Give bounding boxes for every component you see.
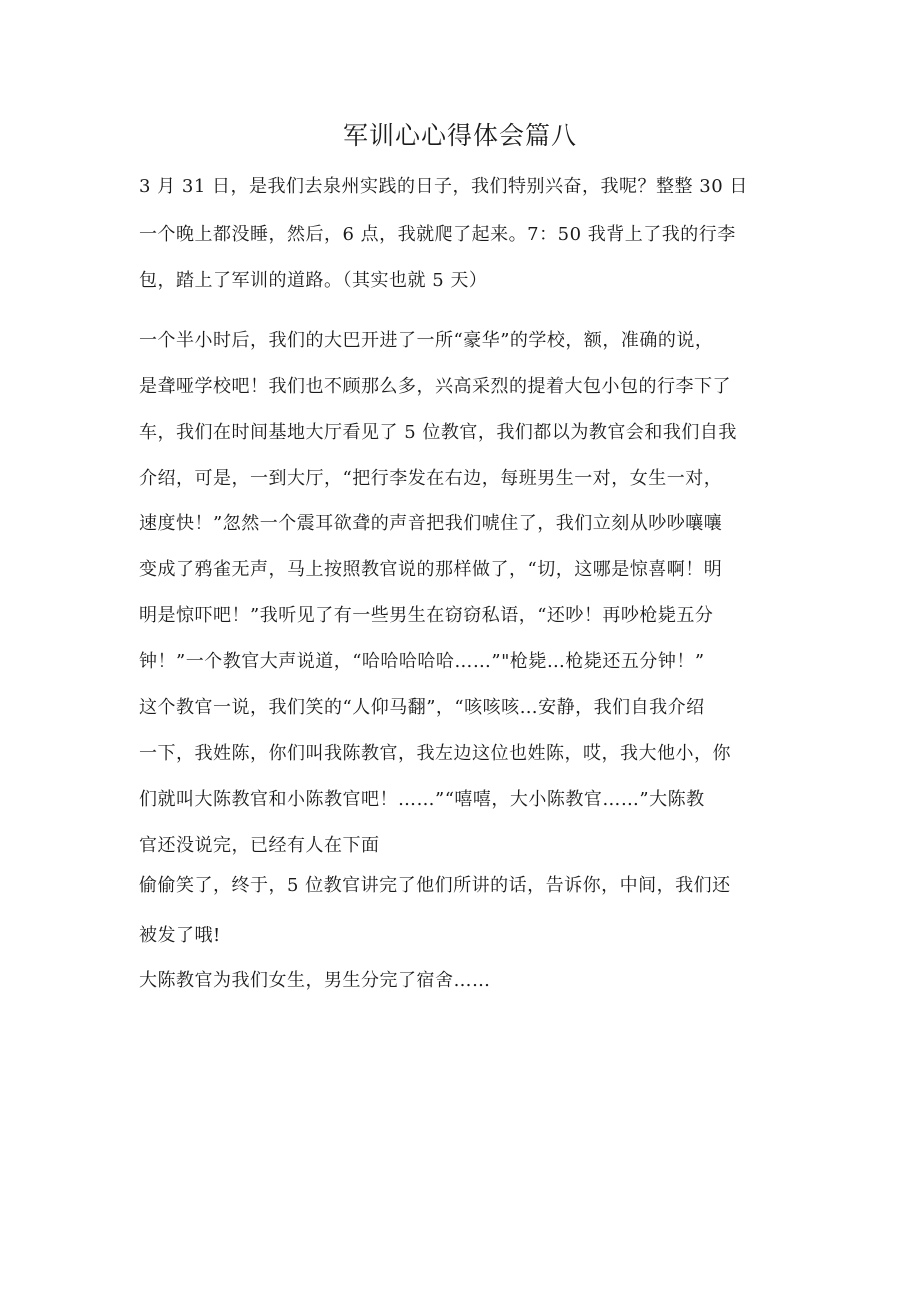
- paragraph-2-line-5: 速度快！”忽然一个震耳欲聋的声音把我们唬住了，我们立刻从吵吵嚷嚷: [139, 513, 723, 534]
- paragraph-2-line-11: 们就叫大陈教官和小陈教官吧！……”“嘻嘻，大小陈教官……”大陈教: [139, 789, 705, 810]
- paragraph-2-line-10: 一下，我姓陈，你们叫我陈教官，我左边这位也姓陈，哎，我大他小，你: [139, 743, 731, 764]
- paragraph-2-line-9: 这个教官一说，我们笑的“人仰马翻”，“咳咳咳…安静，我们自我介绍: [139, 697, 705, 718]
- paragraph-3-line-1: 偷偷笑了，终于，5 位教官讲完了他们所讲的话，告诉你，中间，我们还: [139, 875, 731, 896]
- paragraph-2-line-1: 一个半小时后，我们的大巴开进了一所“豪华”的学校，额，准确的说，: [139, 330, 714, 351]
- paragraph-2-line-7: 明是惊吓吧！”我听见了有一些男生在窃窃私语，“还吵！再吵枪毙五分: [139, 605, 714, 626]
- paragraph-2-line-8: 钟！”一个教官大声说道，“哈哈哈哈哈……”"枪毙…枪毙还五分钟！”: [139, 651, 705, 672]
- paragraph-1-line-2: 一个晚上都没睡，然后，6 点，我就爬了起来。7：50 我背上了我的行李: [139, 224, 736, 245]
- paragraph-3-line-2: 被发了哦!: [139, 925, 221, 946]
- paragraph-1-line-3: 包，踏上了军训的道路。（其实也就 5 天）: [139, 270, 488, 291]
- paragraph-2-line-4: 介绍，可是，一到大厅，“把行李发在右边，每班男生一对，女生一对，: [139, 468, 723, 489]
- paragraph-4-line-1: 大陈教官为我们女生，男生分完了宿舍……: [139, 970, 491, 991]
- paragraph-2-line-3: 车，我们在时间基地大厅看见了 5 位教官，我们都以为教官会和我们自我: [139, 422, 737, 443]
- paragraph-1-line-1: 3 月 31 日，是我们去泉州实践的日子，我们特别兴奋，我呢？整整 30 日: [139, 176, 748, 197]
- paragraph-2-line-2: 是聋哑学校吧！我们也不顾那么多，兴高采烈的提着大包小包的行李下了: [139, 376, 731, 397]
- paragraph-2-line-12: 官还没说完，已经有人在下面: [139, 835, 380, 856]
- paragraph-2-line-6: 变成了鸦雀无声，马上按照教官说的那样做了，“切，这哪是惊喜啊！明: [139, 559, 723, 580]
- document-title: 军训心心得体会篇八: [342, 121, 577, 150]
